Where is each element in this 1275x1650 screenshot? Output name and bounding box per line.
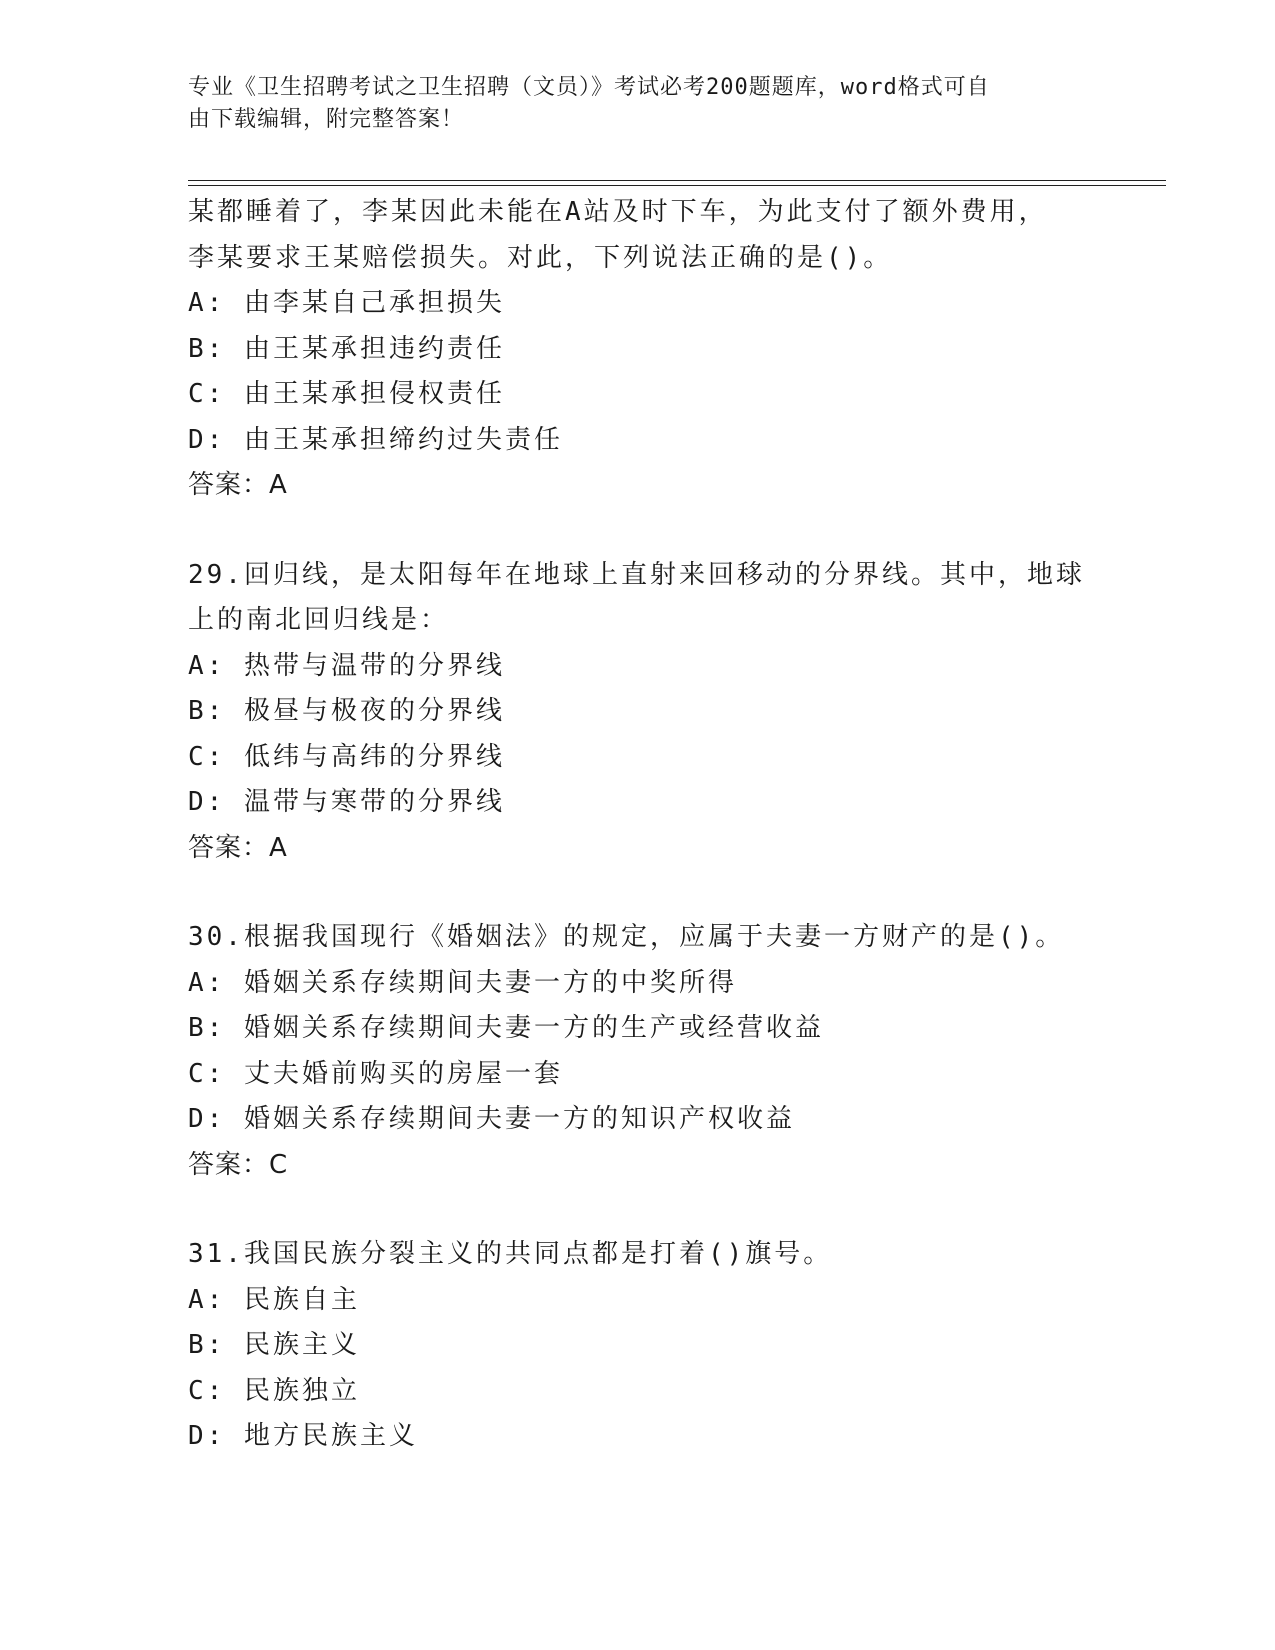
answer-label: 答案：A <box>188 470 288 500</box>
question-text-line: 某都睡着了，李某因此未能在A站及时下车，为此支付了额外费用， <box>188 197 1048 227</box>
question-spacer <box>188 1188 1088 1232</box>
option-c: C: 由王某承担侵权责任 <box>188 379 505 409</box>
option-a: A: 由李某自己承担损失 <box>188 288 505 318</box>
option-a: A: 民族自主 <box>188 1284 360 1315</box>
document-header <box>188 72 1068 136</box>
header-line-1: 专业《卫生招聘考试之卫生招聘（文员）》考试必考200题题库，word格式可自 <box>188 75 990 100</box>
header-rule-bottom <box>188 185 1166 186</box>
question-text-line: 31.我国民族分裂主义的共同点都是打着()旗号。 <box>188 1239 833 1269</box>
question-text-line: 李某要求王某赔偿损失。对此，下列说法正确的是()。 <box>188 242 893 273</box>
header-line-2: 由下载编辑，附完整答案！ <box>188 107 465 132</box>
option-c: C: 丈夫婚前购买的房屋一套 <box>188 1058 563 1089</box>
question-30 <box>188 915 1088 1188</box>
question-31 <box>188 1232 1088 1460</box>
header-rule-top <box>188 180 1166 181</box>
option-d: D: 婚姻关系存续期间夫妻一方的知识产权收益 <box>188 1104 795 1134</box>
answer-label: 答案：A <box>188 832 288 863</box>
option-c: C: 民族独立 <box>188 1375 360 1406</box>
option-b: B: 由王某承担违约责任 <box>188 333 505 364</box>
question-continued <box>188 190 1088 509</box>
answer-label: 答案：C <box>188 1149 289 1180</box>
question-text-line: 29.回归线，是太阳每年在地球上直射来回移动的分界线。其中，地球 <box>188 559 1085 590</box>
option-b: B: 极昼与极夜的分界线 <box>188 696 505 726</box>
option-d: D: 地方民族主义 <box>188 1421 418 1451</box>
option-b: B: 婚姻关系存续期间夫妻一方的生产或经营收益 <box>188 1013 824 1043</box>
option-a: A: 婚姻关系存续期间夫妻一方的中奖所得 <box>188 967 737 998</box>
question-text-line: 30.根据我国现行《婚姻法》的规定，应属于夫妻一方财产的是()。 <box>188 922 1065 952</box>
question-29 <box>188 553 1088 872</box>
question-list <box>188 190 1088 1460</box>
option-d: D: 由王某承担缔约过失责任 <box>188 424 563 455</box>
option-c: C: 低纬与高纬的分界线 <box>188 741 505 772</box>
question-spacer <box>188 871 1088 915</box>
question-spacer <box>188 509 1088 553</box>
question-text-line: 上的南北回归线是： <box>188 605 450 635</box>
option-a: A: 热带与温带的分界线 <box>188 650 505 681</box>
option-d: D: 温带与寒带的分界线 <box>188 787 505 817</box>
option-b: B: 民族主义 <box>188 1330 360 1360</box>
